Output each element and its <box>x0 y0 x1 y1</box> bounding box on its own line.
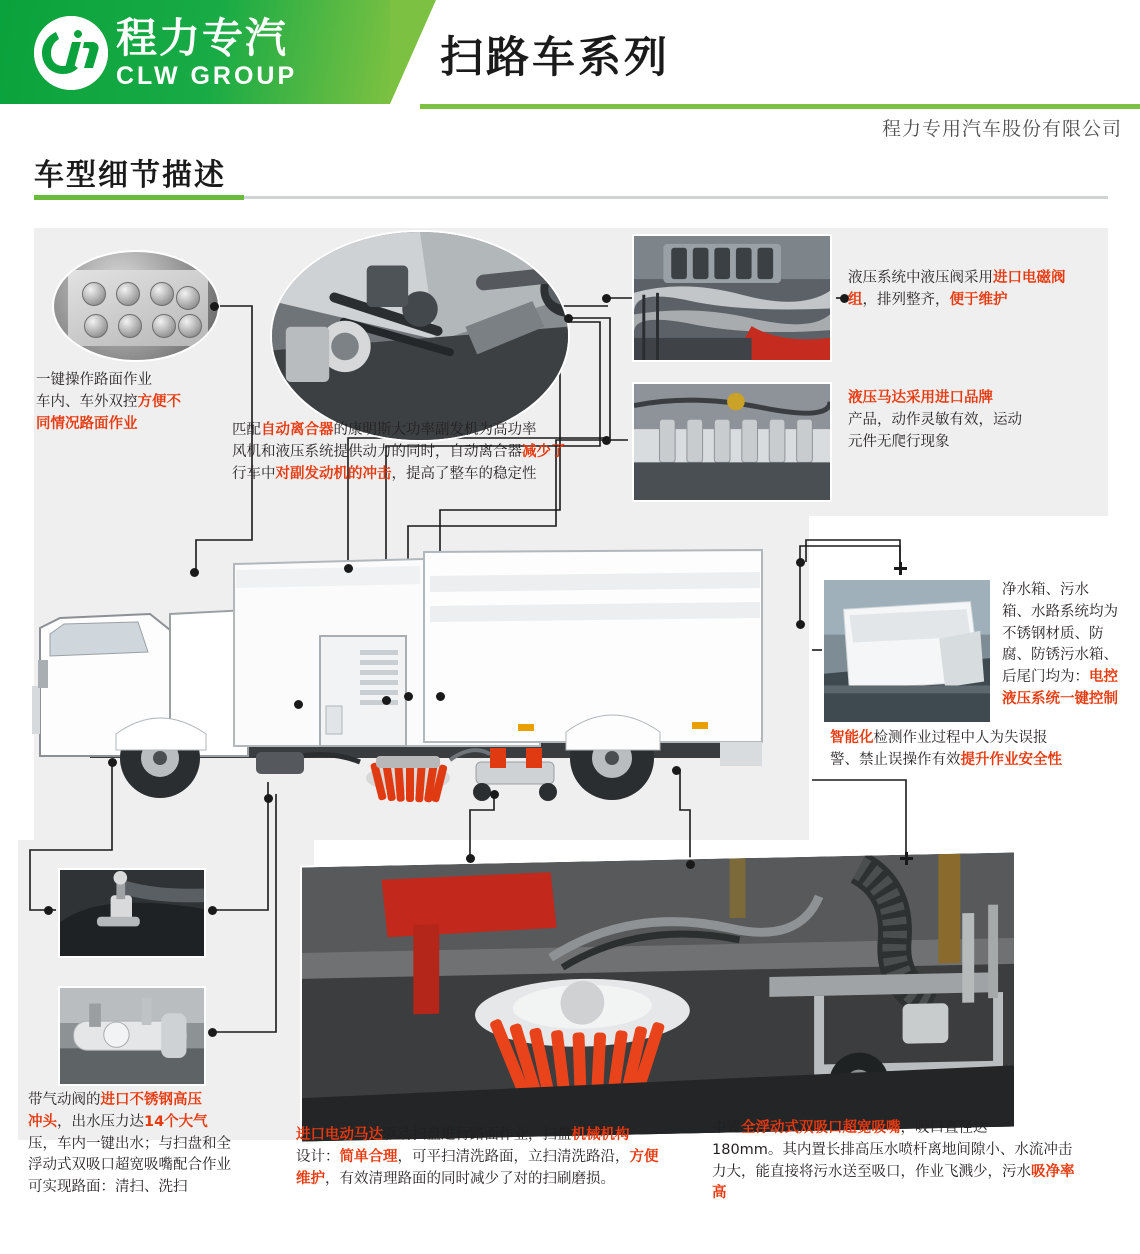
header-divider <box>420 104 1140 109</box>
callout-hydraulic-valve: 液压系统中液压阀采用进口电磁阀 组，排列整齐，便于维护 <box>848 270 1066 308</box>
node-cross-tank <box>894 562 907 575</box>
callout-high-pressure-head: 带气动阀的进口不锈钢高压 冲头，出水压力达14个大气 压，车内一键出水；与扫盘和全 浮动式双吸口超宽吸嘴配合作业 可实现路面：清扫、洗扫 <box>28 1092 231 1195</box>
chassis-brush-photo <box>300 851 1016 1144</box>
logo-chinese-text: 程力专汽 <box>116 13 288 62</box>
callout-hydraulic-motor: 液压马达采用进口品牌 产品，动作灵敏有效，运动 元件无爬行现象 <box>848 390 1022 450</box>
node-big-photo-brush <box>466 854 475 863</box>
detail-diagram <box>0 210 1140 1254</box>
node-engine-photo <box>564 314 573 323</box>
node-air-valve <box>44 906 53 915</box>
tailgate-photo <box>822 578 992 724</box>
node-truck-under-mid <box>264 794 273 803</box>
node-truck-front-under <box>108 758 117 767</box>
engine-clutch-photo <box>270 230 570 442</box>
node-hydraulic-valve <box>602 294 611 303</box>
clw-logo-icon <box>34 16 108 90</box>
callout-auto-clutch: 匹配自动离合器的康明斯大功率副发机为高功率 风机和液压系统提供动力的同时，自动离合器减少了 行车中对副发动机的冲击，提高了整车的稳定性 <box>232 422 566 482</box>
hydraulic-valve-photo <box>632 234 832 362</box>
node-truck-nozzle <box>490 790 499 799</box>
high-pressure-head-photo <box>58 986 206 1086</box>
node-truck-box-left <box>294 700 303 709</box>
control-caps-photo <box>52 250 220 362</box>
callout-disc-brush-motor: 进口电动马达驱动扫盘进行路面作业，扫盘机械机构 设计：简单合理，可平扫清洗路面，立扫清洗路沿，方便 维护，有效清理路面的同时减少了对的扫刷磨损。 <box>296 1127 659 1187</box>
callout-intelligent-detection: 智能化检测作业过程中人为失误报 警、禁止误操作有效提升作业安全性 <box>830 730 1062 768</box>
page-header <box>0 0 1140 150</box>
hydraulic-motor-photo <box>632 382 832 502</box>
company-name: 程力专用汽车股份有限公司 <box>881 118 1122 140</box>
node-air-valve-right <box>208 906 217 915</box>
node-truck-equipment-box <box>382 696 391 705</box>
truck-illustration <box>20 510 820 830</box>
page-title: 扫路车系列 <box>440 33 670 83</box>
node-truck-cab <box>190 568 199 577</box>
node-control-caps <box>210 302 219 311</box>
node-truck-body-top <box>344 564 353 573</box>
logo-english-text: CLW GROUP <box>116 61 298 90</box>
node-hydraulic-motor <box>602 436 611 445</box>
node-cross-big-photo <box>900 852 913 865</box>
brand-logo <box>34 13 298 90</box>
callout-water-tank: 净水箱、污水 箱、水路系统均为 不锈钢材质、防 腐、防锈污水箱、 后尾门均为：电控 液压系统一键控制 <box>1002 582 1118 707</box>
node-truck-box-right2 <box>436 692 445 701</box>
node-big-photo-nozzle <box>686 860 695 869</box>
node-truck-tank-top <box>796 558 805 567</box>
node-truck-rear-under <box>672 766 681 775</box>
node-high-pressure-head <box>208 1028 217 1037</box>
node-truck-tank-side <box>796 620 805 629</box>
node-truck-box-right <box>404 692 413 701</box>
section-divider <box>34 196 1108 199</box>
air-valve-photo <box>58 868 206 958</box>
callout-one-key-operation: 一键操作路面作业 车内、车外双控方便不 同情况路面作业 <box>36 372 181 432</box>
callout-suction-nozzle: 中置全浮动式双吸口超宽吸嘴，吸口直径达 180mm。其内置长排高压水喷杆离地间隙小、水流冲击 力大，能直接将污水送至吸口，作业飞溅少，污水吸净率 高 <box>712 1120 1075 1202</box>
section-heading: 车型细节描述 <box>34 158 226 193</box>
